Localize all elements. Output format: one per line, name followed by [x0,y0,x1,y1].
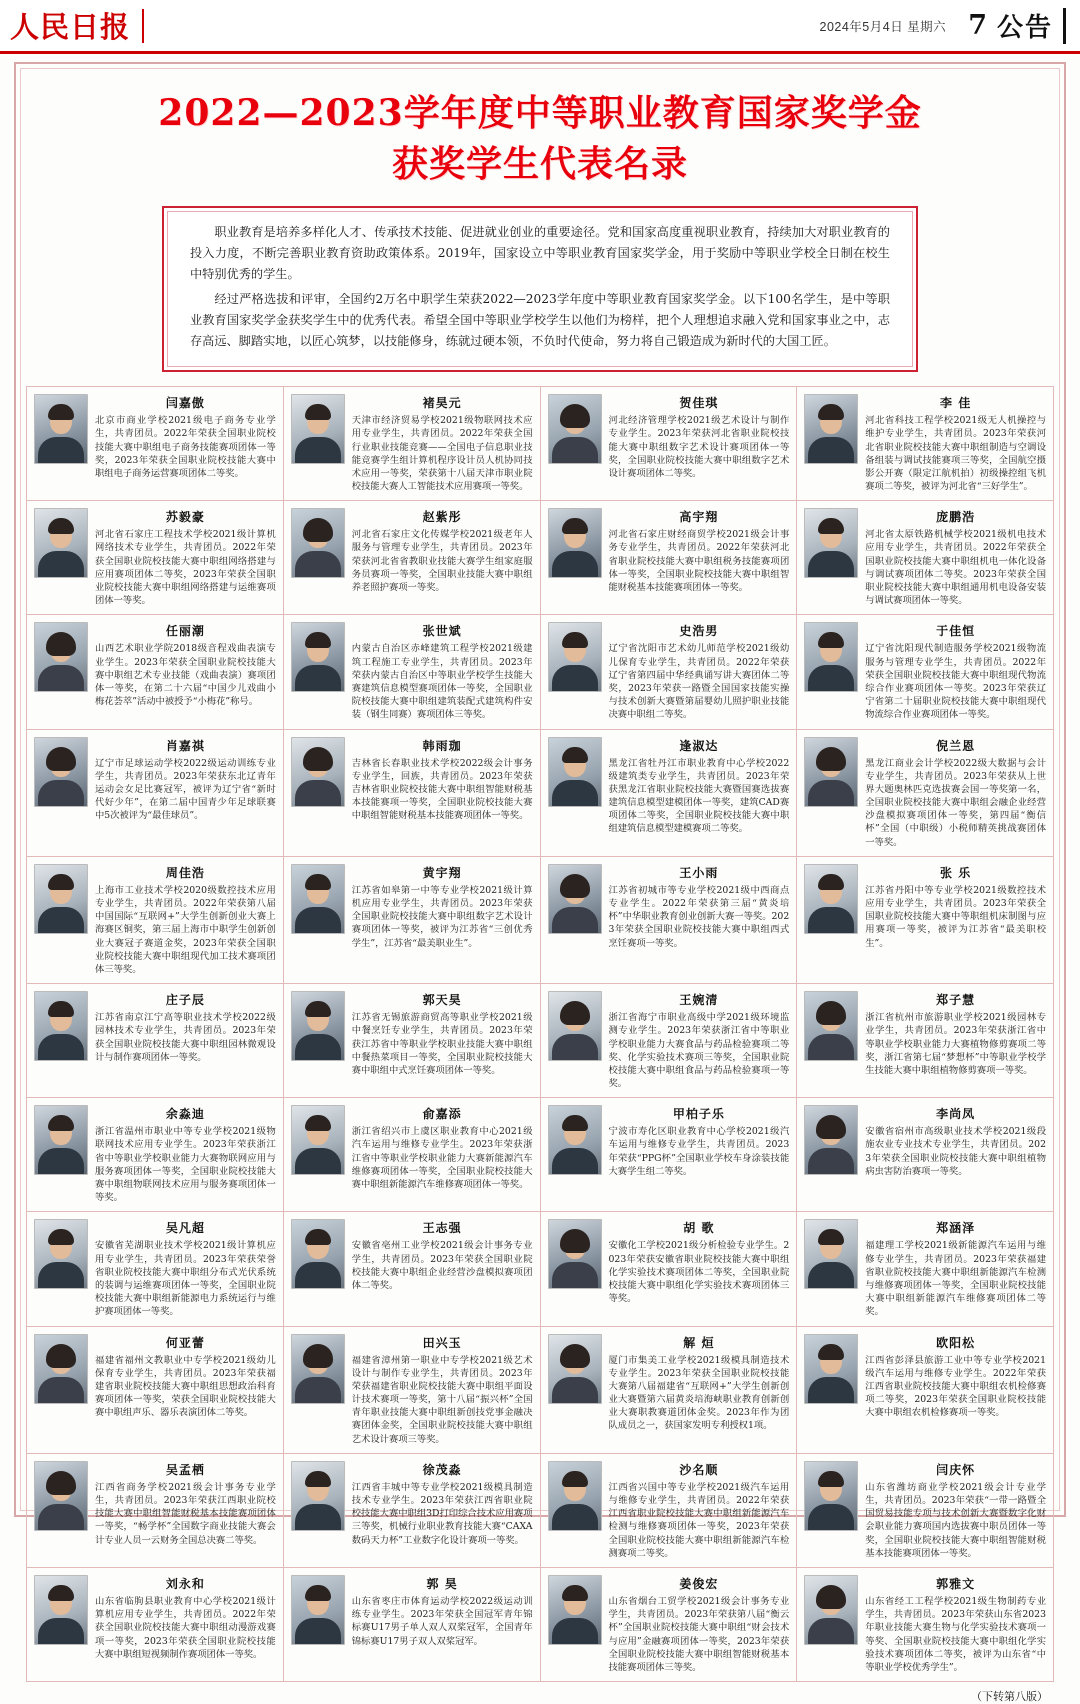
recipient-description: 内蒙古自治区赤峰建筑工程学校2021级建筑工程施工专业学生，共青团员。2023年荣获内蒙古自治区中等职业学校学生技能大赛建筑信息模型赛项团体一等奖，全国职业院校技能大赛中职组建筑装配式建筑构件安装（钢生同赛）赛项团体三等奖。 [351,643,533,721]
recipient-name: 史浩男 [679,624,719,639]
recipient-card [284,1327,541,1454]
recipient-info [609,1219,790,1318]
recipient-name: 庄子辰 [165,993,205,1008]
recipient-description: 吉林省长春职业技术学校2022级会计事务专业学生，回族，共青团员。2023年荣获吉林省职业院校技能大赛中职组智能财税基本技能赛项一等奖，全国职业院校技能大赛中职组智能财税基本技能赛项团体一等奖。 [351,757,533,822]
recipient-photo [291,622,345,692]
recipient-card [797,1327,1054,1454]
preface-paragraph-1: 职业教育是培养多样化人才、传承技术技能、促进就业创业的重要途径。党和国家高度重视职业教育，持续加大对职业教育的投入力度，不断完善职业教育资助政策体系。2019年，国家设立中等职业教育国家奖学金，用于奖励中等职业学校全日制在校生中特别优秀的学生。 [190,225,890,282]
recipient-card [541,387,798,501]
recipient-photo [34,1461,88,1531]
recipient-name: 闫嘉傲 [165,396,205,411]
recipient-card [541,1327,798,1454]
recipient-name: 吴孟栖 [165,1462,205,1477]
recipient-description: 浙江省海宁市职业高级中学2021级环境监测专业学生。2023年荣获浙江省中等职业学校职业能力大赛食品与药品检验赛项二等奖、化学实验技术赛项三等奖，全国职业院校技能大赛中职组食品与药品检验赛项一等奖。 [608,1012,790,1090]
corner-ornament-bl [162,354,180,372]
recipient-info [865,508,1046,607]
recipient-info [865,1105,1046,1204]
recipient-info [352,991,533,1090]
recipient-photo [291,1334,345,1404]
recipient-info [609,622,790,721]
recipient-card [284,857,541,984]
recipient-info [352,1219,533,1318]
recipient-photo [34,864,88,934]
recipient-info [352,864,533,976]
recipient-info [95,1334,276,1446]
recipient-card [541,984,798,1098]
recipient-info [865,394,1046,493]
recipient-name: 赵紫彤 [422,510,462,525]
recipient-info [865,1575,1046,1674]
recipient-info [609,1575,790,1674]
recipient-description: 辽宁市足球运动学校2022级运动训练专业学生，共青团员。2023年荣获东北辽青年运动会女足比赛冠军，被评为辽宁省“新时代好少年”，在第二届中国青少年足球联赛中5次被评为“最佳球员”。 [95,757,276,822]
recipient-description: 河北省石家庄财经商贸学校2021级会计事务专业学生，共青团员。2022年荣获河北省职业院校技能大赛中职组税务技能赛项团体一等奖，全国职业院校技能大赛中职组智能财税基本技能赛项团体一等奖。 [608,529,790,593]
recipient-name: 贺佳琪 [679,396,719,411]
recipient-info [352,508,533,607]
recipient-description: 江苏省南京江宁高等职业技术学校2022级园林技术专业学生，共青团员。2023年荣获全国职业院校技能大赛中职组园林微观设计与制作赛项团体一等奖。 [95,1012,276,1063]
recipient-card [541,1454,798,1568]
recipient-description: 辽宁省沈阳市艺术幼儿师范学校2021级幼儿保育专业学生，共青团员。2022年荣获辽宁省第四届中华经典诵写讲大赛团体二等奖，2023年荣获一路暨全国国家技能实操与技术创新大赛暨第届婴幼儿照护职业技能决赛中职组二等奖。 [608,643,790,721]
recipient-name: 胡 歌 [683,1221,715,1236]
recipient-name: 褚昊元 [422,396,462,411]
recipient-info [352,1461,533,1560]
recipient-photo [291,737,345,807]
recipient-description: 河北省太原铁路机械学校2021级机电技术应用专业学生，共青团员。2022年荣获全国职业院校技能大赛中职组机电一体化设备与调试赛项团体二等奖。2023年荣获全国职业院校技能大赛中职组通用机电设备安装与调试赛项团体一等奖。 [865,529,1046,607]
recipient-info [865,737,1046,849]
recipient-card [797,1568,1054,1682]
recipient-card [797,984,1054,1098]
recipient-name: 刘永和 [165,1576,205,1591]
recipient-name: 郭 昊 [426,1576,458,1591]
recipient-info [95,394,276,493]
recipient-name: 庞鹏浩 [936,510,976,525]
recipient-info [609,864,790,976]
recipient-card [797,387,1054,501]
recipient-name: 何亚蕾 [165,1335,205,1350]
recipient-card [797,730,1054,857]
recipient-description: 江苏省无锡旅游商贸高等职业学校2021级中餐烹饪专业学生，共青团员。2023年荣获江苏省中等职业学校职业技能大赛中职组中餐热菜项目一等奖，全国职业院校技能大赛中职组中式烹饪赛项团体一等奖。 [351,1012,533,1076]
recipient-photo [291,1461,345,1531]
recipient-info [609,991,790,1090]
recipient-card [284,501,541,615]
recipient-info [609,1105,790,1204]
award-recipients-grid [26,386,1054,1682]
recipient-description: 厦门市集美工业学校2021级模具制造技术专业学生。2023年荣获全国职业院校技能大赛第八届福建省“互联网+”大学生创新创业大赛暨第六届黄炎培海峡职业教育创新创业大赛职教赛道团体金奖。2023年作为团队成员之一，获国家发明专利授权1项。 [608,1354,790,1432]
recipient-photo [548,1334,602,1404]
recipient-card [284,1098,541,1212]
recipient-photo [804,1334,858,1404]
recipient-card [797,1212,1054,1326]
recipient-info [609,1461,790,1560]
publication-date: 2024年5月4日 星期六 [819,19,947,34]
recipient-info [865,864,1046,976]
recipient-card [541,501,798,615]
recipient-card [27,387,284,501]
recipient-card [27,1098,284,1212]
corner-ornament-br [900,354,918,372]
recipient-photo [548,1461,602,1531]
recipient-name: 解 烜 [683,1335,715,1350]
recipient-description: 天津市经济贸易学校2021级物联网技术应用专业学生，共青团员。2022年荣获全国行业职业技能竞赛——全国电子信息职业技能竞赛学生组计算机程序设计员人机协同技术应用一等奖，荣获第十八届天津市职业院校技能大赛人工智能技术应用赛项一等奖。 [351,415,533,493]
recipient-description: 黑龙江商业会计学校2022级大数据与会计专业学生，共青团员。2023年荣获从上世界大题奥林匹克选拔赛会国一等奖第一名，全国职业院校技能大赛中职组会融企业经营沙盘模拟赛项团体一等奖，第四届“衡信杯”全国（中职级）小税师精英挑战赛团体一等奖。 [865,757,1046,848]
recipient-info [352,1334,533,1446]
recipient-card [797,1454,1054,1568]
recipient-name: 张 乐 [940,865,972,880]
recipient-photo [34,991,88,1061]
recipient-photo [34,1334,88,1404]
recipient-description: 黑龙江省牡丹江市职业教育中心学校2022级建筑类专业学生，共青团员。2023年荣获黑龙江省职业院校技能大赛暨国赛选拔赛建筑信息模型建模团体一等奖，建筑CAD赛项团体二等奖，全国职业院校技能大赛中职组建筑信息模型建模赛项二等奖。 [608,757,790,835]
recipient-name: 于佳恒 [936,624,976,639]
recipient-name: 高宇翔 [679,510,719,525]
recipient-name: 郑子慧 [936,993,976,1008]
recipient-name: 黄宇翔 [422,865,462,880]
recipient-card [27,730,284,857]
recipient-description: 福建省福州文教职业中专学校2021级幼儿保育专业学生，共青团员。2023年荣获福建省职业院校技能大赛中职组思想政治科育赛项团体一等奖，荣获全国职业院校技能大赛中职组声乐、器乐表演团体二等奖。 [95,1354,276,1419]
masthead-divider [142,9,144,43]
recipient-description: 江西省商务学校2021级会计事务专业学生，共青团员。2023年荣获江西职业院校技能大赛中职组智能财税基本技能赛项团体一等奖，“畅学杯”全国数字商业技能大赛会计专业人员一云财务全国总决赛二等奖。 [95,1481,276,1546]
newspaper-logo: 人民日报 [10,10,131,44]
recipient-name: 任丽潮 [165,624,205,639]
recipient-info [95,991,276,1090]
section-name: 公告 [996,13,1053,43]
recipient-info [95,1105,276,1204]
recipient-photo [548,394,602,464]
corner-ornament-tl [162,206,180,224]
recipient-photo [548,991,602,1061]
recipient-photo [548,508,602,578]
recipient-description: 山东省临朐县职业教育中心学校2021级计算机应用专业学生，共青团员。2022年荣获全国职业院校技能大赛中职组动漫游戏赛项一等奖，2023年荣获全国职业院校技能大赛中职组短视频制作赛项团体一等奖。 [95,1595,276,1660]
recipient-name: 王小雨 [679,865,719,880]
recipient-name: 闫庆怀 [936,1462,976,1477]
recipient-photo [548,1575,602,1645]
recipient-photo [34,737,88,807]
recipient-photo [34,622,88,692]
recipient-card [27,615,284,729]
recipient-photo [804,864,858,934]
recipient-description: 河北省科技工程学校2021级无人机操控与维护专业学生，共青团员。2023年荣获河北省职业院校技能大赛中职组制造与空调设备组装与调试技能赛项三等奖，全国航空摄影公开赛（限定江航机拍）初级操控组飞机赛项二等奖，被评为河北省“三好学生”。 [865,415,1046,493]
recipient-name: 逢淑达 [679,738,719,753]
recipient-photo [804,622,858,692]
recipient-card [541,1568,798,1682]
recipient-description: 山东省经工工程学校2021级生物制药专业学生，共青团员。2023年荣获山东省2023年职业技能大赛生物与化学实验技术赛项一等奖、全国职业院校技能大赛中职组化学实验技术赛项团体二等奖，被评为山东省“中等职业学校优秀学生”。 [865,1595,1046,1673]
recipient-card [284,615,541,729]
recipient-info [609,737,790,849]
recipient-name: 李尚凤 [936,1107,976,1122]
recipient-card [27,1327,284,1454]
recipient-name: 郭雅文 [936,1576,976,1591]
recipient-photo [548,1219,602,1289]
recipient-description: 安徽省亳州工业学校2021级会计事务专业学生，共青团员。2023年荣获全国职业院校技能大赛中职组企业经营沙盘模拟赛项团体二等奖。 [351,1240,533,1291]
recipient-card [284,1454,541,1568]
recipient-info [609,394,790,493]
recipient-name: 俞嘉添 [422,1107,462,1122]
recipient-description: 安徽省宿州市高级职业技术学校2021级段施农业专业技术专业学生，共青团员。2023年荣获全国职业院校技能大赛中职组植物病虫害防治赛项一等奖。 [865,1126,1046,1177]
recipient-card [27,501,284,615]
page-number: 7 [968,10,987,41]
recipient-info [865,1219,1046,1318]
recipient-info [95,864,276,976]
title-line-1: 2022—2023学年度中等职业教育国家奖学金 [158,92,922,134]
recipient-photo [291,1105,345,1175]
recipient-description: 上海市工业技术学校2020级数控技术应用专业学生，共青团员。2022年荣获第八届中国国际“互联网+”大学生创新创业大赛上海赛区铜奖，第三届上海市中职学生创新创业大赛冠子赛道金奖，2023年荣获全国职业院校技能大赛中职组现代加工技术赛项团体三等奖。 [95,884,276,975]
recipient-photo [34,1575,88,1645]
recipient-info [609,1334,790,1446]
recipient-name: 姜俊宏 [679,1576,719,1591]
recipient-photo [291,864,345,934]
recipient-info [352,394,533,493]
recipient-card [541,1098,798,1212]
recipient-name: 周佳浩 [165,865,205,880]
recipient-photo [291,508,345,578]
preface-box [162,206,918,372]
recipient-info [609,508,790,607]
recipient-info [95,508,276,607]
recipient-card [541,857,798,984]
recipient-description: 福建理工学校2021级新能源汽车运用与维修专业学生，共青团员。2023年荣获福建省职业院校技能大赛中职组新能源汽车检测与维修赛项团体一等奖，全国职业院校技能大赛中职组新能源汽车维修赛项团体二等奖。 [865,1240,1046,1318]
recipient-card [284,984,541,1098]
masthead [0,0,1080,54]
recipient-card [797,615,1054,729]
recipient-name: 肖嘉祺 [165,738,205,753]
recipient-photo [804,991,858,1061]
recipient-description: 安徽化工学校2021级分析检验专业学生。2023年荣获安徽省职业院校技能大赛中职组化学实验技术赛项团体二等奖，全国职业院校技能大赛中职组化学实验技术赛项团体三等奖。 [608,1240,790,1305]
recipient-card [797,1098,1054,1212]
recipient-description: 江西省兴国中等专业学校2021级汽车运用与维修专业学生，共青团员。2022年荣获江西省职业院校技能大赛中职组新能源汽车检测与维修赛项团体一等奖，2023年荣获全国职业院校技能大赛中职组新能源汽车检测赛项二等奖。 [608,1481,790,1559]
recipient-info [352,1575,533,1674]
recipient-name: 郭天昊 [422,993,462,1008]
recipient-photo [34,508,88,578]
recipient-name: 苏毅豪 [165,510,205,525]
recipient-info [95,1461,276,1560]
recipient-name: 郑涵泽 [936,1221,976,1236]
recipient-info [865,1334,1046,1446]
recipient-card [27,984,284,1098]
recipient-name: 倪兰恩 [936,738,976,753]
recipient-info [352,737,533,849]
recipient-card [27,1568,284,1682]
recipient-card [27,857,284,984]
continuation-note: （下转第八版） [971,1690,1048,1704]
recipient-photo [804,1575,858,1645]
recipient-description: 山东省潍坊商业学校2021级会计专业学生，共青团员。2023年荣获“一带一路暨全国贸易技能专项与技术创新大赛暨数字化财会职业能力赛项国内选拔赛中职员团体一等奖，全国职业院校技能大赛中职组智能财税基本技能赛项团体一等奖。 [865,1481,1046,1559]
recipient-card [541,1212,798,1326]
recipient-photo [548,622,602,692]
recipient-name: 甲柏子乐 [672,1107,725,1122]
recipient-name: 田兴玉 [422,1335,462,1350]
recipient-info [95,622,276,721]
recipient-description: 安徽省芜湖职业技术学校2021级计算机应用专业学生，共青团员。2023年荣获荣誉省职业院校技能大赛中职组分布式光伏系统的装调与运维赛项团体一等奖，全国职业院校技能大赛中职组新能源电力系统运行与维护赛项团体一等奖。 [95,1240,276,1318]
recipient-description: 宁波市寿化区职业教育中心学校2021级汽车运用与维修专业学生，共青团员。2023年荣获“PPG杯”全国职业学校车身涂装技能大赛学生组二等奖。 [608,1126,790,1177]
recipient-card [797,501,1054,615]
recipient-photo [291,1575,345,1645]
recipient-name: 徐茂淼 [422,1462,462,1477]
recipient-info [865,1461,1046,1560]
recipient-photo [34,1219,88,1289]
recipient-description: 辽宁省沈阳现代制造服务学校2021级物流服务与管理专业学生，共青团员。2022年荣获全国职业院校技能大赛中职组现代物流综合作业赛项团体一等奖。2023年荣获辽宁省第二十届职业院校技能大赛中职组现代物流综合作业赛项团体一等奖。 [865,643,1046,721]
recipient-name: 韩雨珈 [422,738,462,753]
recipient-photo [804,1219,858,1289]
recipient-photo [548,1105,602,1175]
recipient-name: 王婉清 [679,993,719,1008]
recipient-photo [291,394,345,464]
preface-paragraph-2: 经过严格选拔和评审，全国约2万名中职学生荣获2022—2023学年度中等职业教育国家奖学金。以下100名学生，是中等职业教育国家奖学金获奖学生中的优秀代表。希望全国中等职业学校学生以他们为榜样，把个人理想追求融入党和国家事业之中，志存高远、脚踏实地，以匠心筑梦，以技能修身，练就过硬本领，不负时代使命，努力将自己锻造成为新时代的大国工匠。 [190,292,890,349]
recipient-photo [291,1219,345,1289]
recipient-photo [804,1461,858,1531]
recipient-photo [34,1105,88,1175]
recipient-card [27,1212,284,1326]
recipient-photo [548,864,602,934]
recipient-card [284,1212,541,1326]
recipient-name: 余淼迪 [165,1107,205,1122]
recipient-info [95,737,276,849]
recipient-description: 河北省石家庄工程技术学校2021级计算机网络技术专业学生，共青团员。2022年荣获全国职业院校技能大赛中职组网络搭建与应用赛项团体二等奖，2023年荣获全国职业院校技能大赛中职组网络搭建与运维赛项团体一等奖。 [95,529,276,607]
recipient-info [865,991,1046,1090]
recipient-description: 山西艺术职业学院2018级音程戏曲表演专业学生。2023年荣获全国职业院校技能大赛中职组艺术专业技能（戏曲表演）赛项团体一等奖，在第二十六届“中国少儿戏曲小梅花荟萃”活动中被授予“小梅花”称号。 [95,643,276,708]
recipient-description: 江苏省如皋第一中等专业学校2021级计算机应用专业学生，共青团员。2023年荣获全国职业院校技能大赛中职组数字艺术设计赛项团体一等奖，被评为江苏省“三创优秀学生”，江苏省“最美职业生”。 [351,884,533,949]
recipient-card [27,1454,284,1568]
recipient-name: 吴凡超 [165,1221,205,1236]
recipient-photo [34,394,88,464]
recipient-card [797,857,1054,984]
recipient-card [541,615,798,729]
recipient-description: 江西省彭泽县旅游工业中等专业学校2021级汽车运用与维修专业学生。2022年荣获江西省职业院校技能大赛中职组农机检修赛项二等奖，2023年荣获全国职业院校技能大赛中职组农机检修赛项一等奖。 [865,1354,1046,1419]
recipient-description: 浙江省杭州市旅游职业学校2021级园林专业学生，共青团员。2023年荣获浙江省中等职业学校职业能力大赛植物修剪赛项二等奖，浙江省第七届“梦想杯”中等职业学校学生技能大赛中职组植物修剪赛项一等奖。 [865,1012,1046,1076]
recipient-description: 河北经济管理学校2021级艺术设计与制作专业学生。2023年荣获河北省职业院校技能大赛中职组数字艺术设计赛项团体一等奖，全国职业院校技能大赛中职组数字艺术设计赛项团体二等奖。 [608,415,790,479]
recipient-name: 李 佳 [940,396,972,411]
recipient-photo [804,508,858,578]
corner-ornament-tr [900,206,918,224]
recipient-description: 浙江省温州市职业中等专业学校2021级物联网技术应用专业学生。2023年荣获浙江省中等职业学校职业能力大赛物联网应用与服务赛项团体一等奖，全国职业院校技能大赛中职组物联网技术应用与服务赛项团体一等奖。 [95,1126,276,1204]
recipient-info [95,1219,276,1318]
masthead-divider-right [1063,8,1066,44]
recipient-description: 山东省枣庄市体育运动学校2022级运动训练专业学生。2023年荣获全国冠军青年锦标赛U17男子单人双人双桨冠军，全国青年锦标赛U17男子双人双桨冠军。 [351,1595,533,1647]
recipient-photo [804,737,858,807]
recipient-name: 欧阳松 [936,1335,976,1350]
recipient-description: 福建省漳州第一职业中专学校2021级艺术设计与制作专业学生，共青团员。2023年荣获福建省职业院校技能大赛中职组平面设计技术赛项一等奖，第十八届“振兴杯”全国青年职业技能大赛中职组新创技党事金融决赛团体金奖，全国职业院校技能大赛中职组艺术设计赛项三等奖。 [351,1354,533,1445]
title-line-2: 获奖学生代表名录 [391,143,688,186]
recipient-card [284,730,541,857]
page-title [26,70,1054,190]
recipient-description: 江苏省丹阳中等专业学校2021级数控技术应用专业学生，共青团员。2023年荣获全国职业院校技能大赛中等职组机床制图与应用赛项一等奖，被评为江苏省“最美职校生”。 [865,884,1046,949]
recipient-card [284,387,541,501]
recipient-info [352,1105,533,1204]
recipient-photo [804,1105,858,1175]
recipient-info [865,622,1046,721]
recipient-card [541,730,798,857]
recipient-description: 河北省石家庄文化传媒学校2021级老年人服务与管理专业学生，共青团员。2023年荣获河北省省教职业技能大赛学生组家庭服务员赛项一等奖，全国职业技能大赛中职组养老照护赛项一等奖。 [351,529,533,593]
recipient-photo [291,991,345,1061]
recipient-photo [548,737,602,807]
recipient-card [284,1568,541,1682]
recipient-description: 浙江省绍兴市上虞区职业教育中心2021级汽车运用与维修专业学生。2023年荣获浙江省中等职业学校职业能力大赛新能源汽车维修赛项团体一等奖，全国职业院校技能大赛中职组新能源汽车维修赛项团体一等奖。 [351,1126,533,1190]
recipient-description: 山东省烟台工贸学校2021级会计事务专业学生，共青团员。2023年荣获第八届“衡云杯”全国职业院校技能大赛中职组“财会技术与应用”金融赛项团体一等奖，2023年荣获全国职业院校技能大赛中职组智能财税基本技能赛项团体三等奖。 [608,1595,790,1673]
page-content [26,70,1054,1704]
recipient-description: 江苏省初城市等专业学校2021级中西商点专业学生。2022年荣获第三届“黄炎培杯”中华职业教育创业创新大赛一等奖。2023年荣获全国职业院校技能大赛中职组西式烹饪赛项一等奖。 [608,884,790,949]
recipient-info [352,622,533,721]
recipient-name: 王志强 [422,1221,462,1236]
recipient-photo [804,394,858,464]
recipient-description: 北京市商业学校2021级电子商务专业学生，共青团员。2022年荣获全国职业院校技能大赛中职组电子商务技能赛项团体一等奖，2023年荣获全国职业院校技能大赛中职组电子商务运营赛项团体二等奖。 [95,415,276,479]
recipient-info [95,1575,276,1674]
recipient-description: 江西省丰城中等专业学校2021级模具制造技术专业学生。2023年荣获江西省职业院校技能大赛中职组3D打印综合技术应用赛项三等奖，机械行业职业教育技能大赛“CAXA数码天力杯”工业数字化设计赛项一等奖。 [351,1481,533,1546]
recipient-name: 沙名顺 [679,1462,719,1477]
recipient-name: 张世斌 [422,624,462,639]
